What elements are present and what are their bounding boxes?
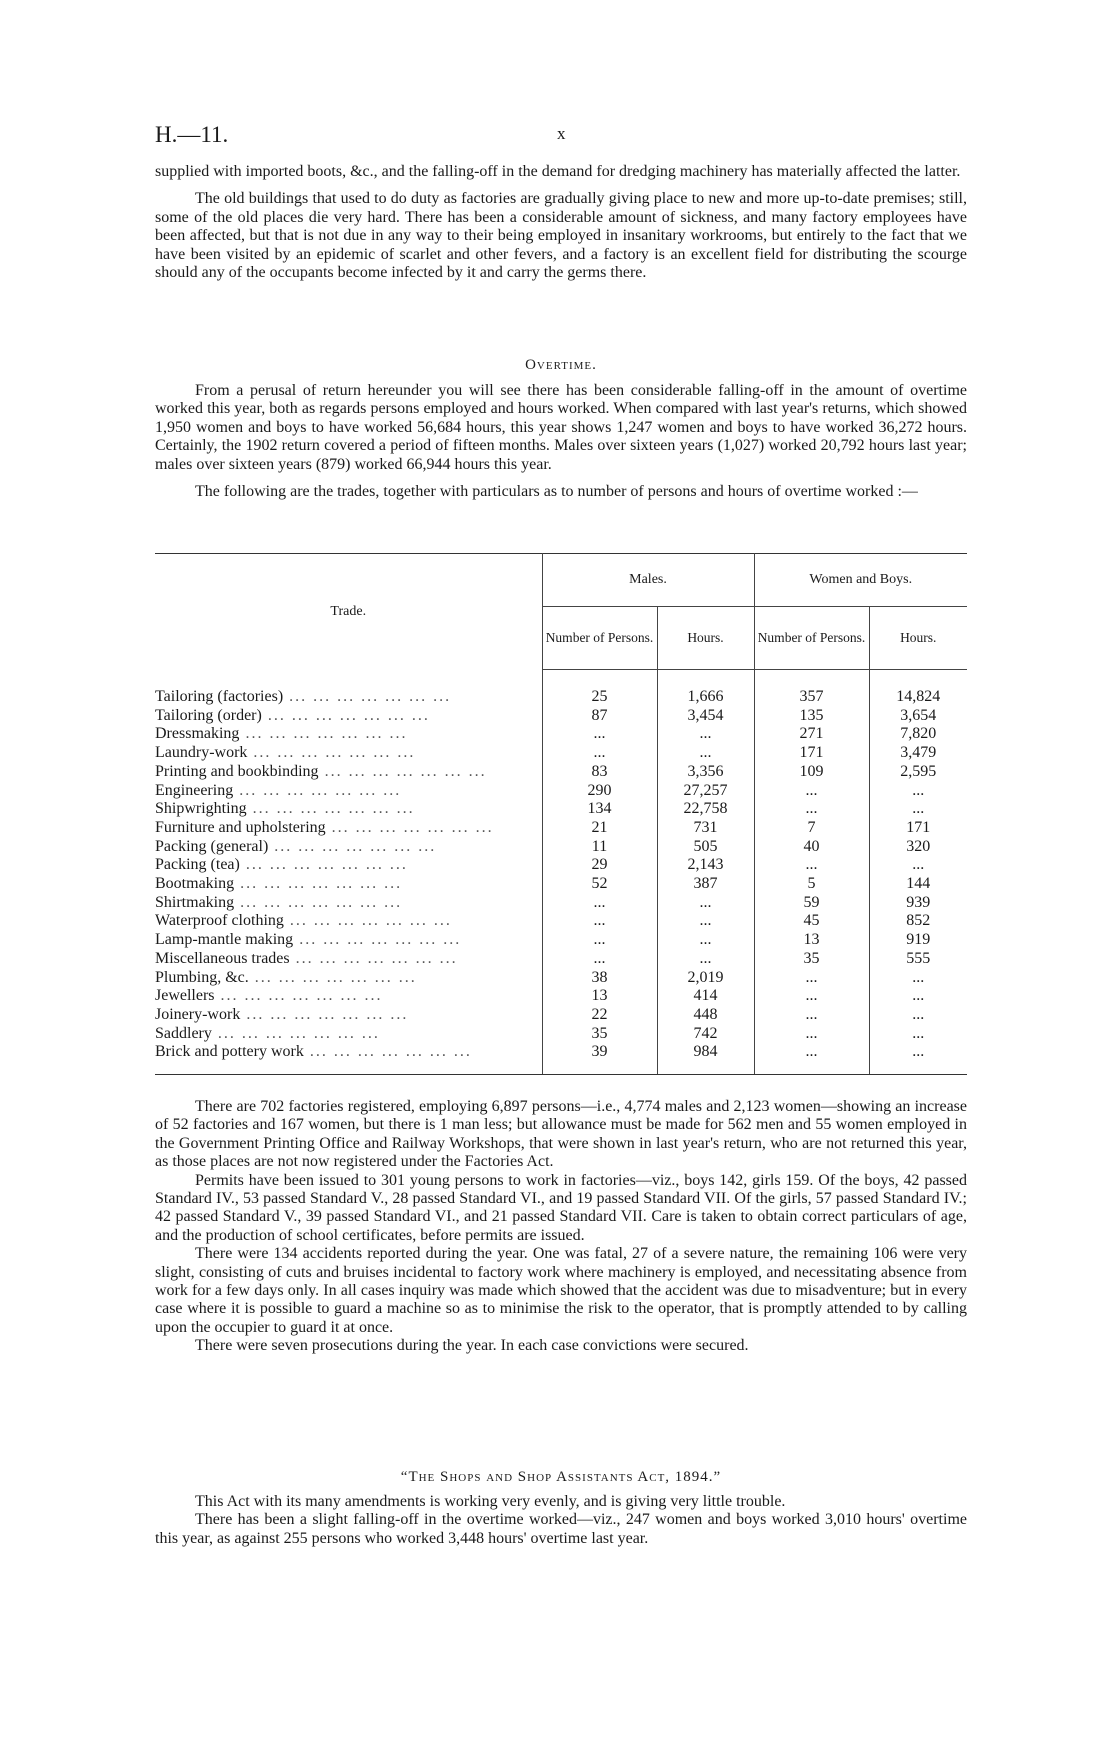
trade-cell: [155, 707, 542, 726]
table-row: [155, 800, 967, 819]
trade-cell: [155, 800, 542, 819]
women-boys-group-header: Women and Boys.: [754, 554, 967, 607]
intro-paragraph: supplied with imported boots, &c., and the falling-off in the demand for dredging machinery has materially affected the latter.: [155, 163, 961, 180]
women-persons-cell: ...: [754, 856, 869, 875]
women-persons-cell: ...: [754, 1043, 869, 1062]
overtime-table: [155, 553, 967, 1075]
dot-leader: ... ... ... ... ... ... ...: [268, 837, 437, 855]
table-row: [155, 894, 967, 913]
shops-act-paragraph: This Act with its many amendments is working very evenly, and is giving very little trouble.: [195, 1493, 786, 1510]
women-persons-cell: 45: [754, 912, 869, 931]
males-hours-cell: 2,143: [657, 856, 754, 875]
shops-act-heading: “The Shops and Shop Assistants Act, 1894.”: [400, 1469, 722, 1485]
trade-column-header: Trade.: [155, 554, 542, 670]
dot-leader: ... ... ... ... ... ... ...: [214, 987, 383, 1005]
women-persons-cell: ...: [754, 987, 869, 1006]
trade-cell: [155, 950, 542, 969]
women-hours-cell: 2,595: [900, 762, 937, 780]
trade-cell: [155, 912, 542, 931]
women-hours-cell: 852: [906, 912, 931, 930]
trade-cell: [155, 744, 542, 763]
males-persons-cell: 25: [542, 688, 657, 707]
males-persons-cell: ...: [542, 931, 657, 950]
trade-name: Furniture and upholstering: [155, 818, 326, 836]
table-row: [155, 912, 967, 931]
intro-paragraph: The old buildings that used to do duty as factories are gradually giving place to new and more up-to-date premises; still, some of the old places die very hard. There has been a considerable amount of sickness, and many factory employees have been affected, but that is not due in any way to their being employed in insanitary workrooms, but entirely to the fact that we have been visited by an epidemic of scarlet and other fevers, and a factory is an excellent field for distributing the scourge should any of the occupants become infected by it and carry the germs there.: [155, 190, 967, 282]
males-persons-cell: ...: [542, 950, 657, 969]
trade-cell: [155, 969, 542, 988]
males-hours-cell: 414: [657, 987, 754, 1006]
trade-name: Shirtmaking: [155, 893, 235, 911]
table-row: [155, 856, 967, 875]
women-hours-cell: 14,824: [896, 688, 941, 705]
table-row: [155, 875, 967, 894]
males-hours-header: Hours.: [657, 607, 754, 670]
trade-name: Waterproof clothing: [155, 912, 284, 930]
males-hours-cell: 984: [657, 1043, 754, 1062]
table-row: [155, 688, 967, 707]
dot-leader: ... ... ... ... ... ... ...: [283, 688, 452, 705]
trade-cell: [155, 782, 542, 801]
males-persons-header: Number of Persons.: [542, 607, 657, 670]
women-hours-cell: 919: [906, 931, 931, 949]
document-reference: H.—11.: [155, 122, 229, 147]
table-row: [155, 950, 967, 969]
trade-name: Brick and pottery work: [155, 1043, 304, 1061]
women-persons-cell: 109: [754, 763, 869, 782]
males-persons-cell: 22: [542, 1006, 657, 1025]
women-hours-cell: 7,820: [900, 725, 937, 743]
women-persons-cell: 35: [754, 950, 869, 969]
women-persons-cell: ...: [754, 800, 869, 819]
trade-cell: [155, 1043, 542, 1062]
males-hours-cell: ...: [657, 950, 754, 969]
women-hours-cell: 555: [906, 949, 931, 967]
table-row: [155, 763, 967, 782]
males-persons-cell: 83: [542, 763, 657, 782]
women-hours-header: Hours.: [869, 607, 967, 670]
males-hours-cell: 742: [657, 1025, 754, 1044]
women-hours-cell: ...: [912, 1005, 925, 1023]
trade-name: Shipwrighting: [155, 800, 247, 818]
males-persons-cell: 52: [542, 875, 657, 894]
table-row: [155, 1043, 967, 1062]
males-hours-cell: 505: [657, 838, 754, 857]
women-hours-cell: 3,654: [900, 706, 937, 724]
dot-leader: ... ... ... ... ... ... ...: [261, 706, 430, 724]
table-row: [155, 1025, 967, 1044]
women-persons-cell: 5: [754, 875, 869, 894]
factories-summary-section: [155, 1098, 967, 1356]
table-row: [155, 707, 967, 726]
intro-section: [155, 163, 967, 282]
males-persons-cell: ...: [542, 912, 657, 931]
women-persons-cell: ...: [754, 1025, 869, 1044]
women-persons-header: Number of Persons.: [754, 607, 869, 670]
trade-name: Miscellaneous trades: [155, 949, 290, 967]
women-persons-cell: 13: [754, 931, 869, 950]
trade-cell: [155, 725, 542, 744]
women-persons-cell: 7: [754, 819, 869, 838]
males-hours-cell: ...: [657, 744, 754, 763]
overtime-paragraph: From a perusal of return hereunder you will see there has been considerable falling-off in the amount of overtime worked this year, both as regards persons employed and hours worked. When compared with last year's returns, which showed 1,950 women and boys to have worked 56,684 hours, this year shows 1,247 women and boys to have worked 36,272 hours. Certainly, the 1902 return covered a period of fifteen months. Males over sixteen years (1,027) worked 20,792 hours last year; males over sixteen years (879) worked 66,944 hours this year.: [155, 382, 967, 473]
males-hours-cell: ...: [657, 725, 754, 744]
women-hours-cell: ...: [912, 968, 925, 986]
trade-cell: [155, 1006, 542, 1025]
women-hours-cell: 939: [906, 893, 931, 911]
dot-leader: ... ... ... ... ... ... ...: [289, 949, 458, 967]
table-row: [155, 744, 967, 763]
table-row: [155, 782, 967, 801]
males-hours-cell: 3,454: [657, 707, 754, 726]
table-bottom-rule: [155, 1062, 967, 1075]
trade-cell: [155, 838, 542, 857]
women-persons-cell: 59: [754, 894, 869, 913]
dot-leader: ... ... ... ... ... ... ...: [240, 1005, 409, 1023]
trade-name: Tailoring (order): [155, 706, 262, 724]
trade-cell: [155, 931, 542, 950]
dot-leader: ... ... ... ... ... ... ...: [318, 762, 487, 780]
summary-paragraph: Permits have been issued to 301 young persons to work in factories—viz., boys 142, girls 159. Of the boys, 42 passed Standard IV., 53 passed Standard V., 28 passed Standard VI., and 19 passed Standard VII. Of the girls, 57 passed Standard IV.; 42 passed Standard V., 39 passed Standard VI., and 21 passed Standard VII. Care is taken to obtain correct particulars of age, and the production of school certificates, before permits are issued.: [155, 1171, 967, 1244]
trade-name: Tailoring (factories): [155, 688, 284, 705]
trade-cell: [155, 819, 542, 838]
table-row: [155, 725, 967, 744]
table-row: [155, 969, 967, 988]
overtime-section: [155, 382, 967, 501]
women-hours-cell: ...: [912, 1024, 925, 1042]
males-persons-cell: 38: [542, 969, 657, 988]
summary-paragraph: There are 702 factories registered, employing 6,897 persons—i.e., 4,774 males and 2,123 women—showing an increase of 52 factories and 167 women, but there is 1 man less; but allowance must be made for 562 men and 55 women employed in the Government Printing Office and Railway Workshops, that were shown in last year's return, who are not returned this year, as those places are not now registered under the Factories Act.: [155, 1098, 967, 1171]
page-header: [155, 122, 967, 150]
males-hours-cell: 387: [657, 875, 754, 894]
males-persons-cell: ...: [542, 894, 657, 913]
overtime-paragraph: The following are the trades, together with particulars as to number of persons and hours of overtime worked :—: [195, 483, 918, 501]
women-persons-cell: ...: [754, 782, 869, 801]
trade-name: Saddlery: [155, 1024, 212, 1042]
table-row: [155, 931, 967, 950]
table-row: [155, 987, 967, 1006]
dot-leader: ... ... ... ... ... ... ...: [325, 818, 494, 836]
summary-paragraph: There were seven prosecutions during the year. In each case convictions were secured.: [195, 1337, 749, 1355]
males-hours-cell: ...: [657, 912, 754, 931]
women-hours-cell: 144: [906, 875, 931, 893]
trade-cell: [155, 763, 542, 782]
dot-leader: ... ... ... ... ... ... ...: [303, 1043, 472, 1061]
women-hours-cell: ...: [912, 856, 925, 874]
trade-name: Engineering: [155, 781, 234, 799]
males-hours-cell: 2,019: [657, 969, 754, 988]
shops-act-section: [155, 1493, 967, 1548]
trade-name: Lamp-mantle making: [155, 931, 294, 949]
women-persons-cell: 135: [754, 707, 869, 726]
males-hours-cell: ...: [657, 931, 754, 950]
males-persons-cell: 134: [542, 800, 657, 819]
males-group-header: Males.: [542, 554, 754, 607]
males-hours-cell: 3,356: [657, 763, 754, 782]
women-hours-cell: ...: [912, 800, 925, 818]
dot-leader: ... ... ... ... ... ... ...: [239, 725, 408, 743]
trade-name: Dressmaking: [155, 725, 240, 743]
trade-cell: [155, 875, 542, 894]
trade-name: Plumbing, &c.: [155, 968, 249, 986]
dot-leader: ... ... ... ... ... ... ...: [234, 875, 403, 893]
dot-leader: ... ... ... ... ... ... ...: [283, 912, 452, 930]
males-persons-cell: 35: [542, 1025, 657, 1044]
trade-cell: [155, 1025, 542, 1044]
table-row: [155, 1006, 967, 1025]
males-persons-cell: 290: [542, 782, 657, 801]
males-persons-cell: ...: [542, 744, 657, 763]
women-hours-cell: 3,479: [900, 744, 937, 762]
males-persons-cell: ...: [542, 725, 657, 744]
women-hours-cell: 320: [906, 837, 931, 855]
page-number: x: [557, 124, 566, 143]
trade-name: Jewellers: [155, 987, 215, 1005]
dot-leader: ... ... ... ... ... ... ...: [248, 968, 417, 986]
males-hours-cell: 448: [657, 1006, 754, 1025]
shops-act-paragraph: There has been a slight falling-off in the overtime worked—viz., 247 women and boys worked 3,010 hours' overtime this year, as against 255 persons who worked 3,448 hours' overtime last year.: [155, 1511, 967, 1547]
trade-name: Packing (general): [155, 837, 269, 855]
trade-cell: [155, 688, 542, 707]
women-persons-cell: ...: [754, 1006, 869, 1025]
women-persons-cell: 357: [754, 688, 869, 707]
summary-paragraph: There were 134 accidents reported during the year. One was fatal, 27 of a severe nature, the remaining 106 were very slight, consisting of cuts and bruises incidental to factory work where machinery is employed, and necessitating absence from work for a few days only. In all cases inquiry was made which showed that the accident was due to misadventure; but in every case where it is possible to guard a machine so as to minimise the risk to the operator, that is promptly attended to by calling upon the occupier to guard it at once.: [155, 1245, 967, 1336]
table-body: [155, 670, 967, 1075]
males-hours-cell: 1,666: [657, 688, 754, 707]
males-persons-cell: 29: [542, 856, 657, 875]
males-hours-cell: ...: [657, 894, 754, 913]
males-persons-cell: 13: [542, 987, 657, 1006]
table-row: [155, 838, 967, 857]
dot-leader: ... ... ... ... ... ... ...: [234, 893, 403, 911]
dot-leader: ... ... ... ... ... ... ...: [293, 931, 462, 949]
trade-cell: [155, 856, 542, 875]
trade-cell: [155, 987, 542, 1006]
table-row: [155, 819, 967, 838]
women-persons-cell: 171: [754, 744, 869, 763]
women-hours-cell: ...: [912, 987, 925, 1005]
males-hours-cell: 731: [657, 819, 754, 838]
women-hours-cell: 171: [906, 818, 931, 836]
trade-name: Packing (tea): [155, 856, 240, 874]
women-persons-cell: ...: [754, 969, 869, 988]
males-persons-cell: 21: [542, 819, 657, 838]
dot-leader: ... ... ... ... ... ... ...: [247, 744, 416, 762]
males-hours-cell: 22,758: [657, 800, 754, 819]
males-hours-cell: 27,257: [657, 782, 754, 801]
dot-leader: ... ... ... ... ... ... ...: [239, 856, 408, 874]
overtime-heading: Overtime.: [525, 357, 597, 373]
males-persons-cell: 39: [542, 1043, 657, 1062]
women-persons-cell: 40: [754, 838, 869, 857]
trade-name: Joinery-work: [155, 1005, 241, 1023]
dot-leader: ... ... ... ... ... ... ...: [233, 781, 402, 799]
dot-leader: ... ... ... ... ... ... ...: [211, 1024, 380, 1042]
trade-name: Bootmaking: [155, 875, 235, 893]
trade-cell: [155, 894, 542, 913]
trade-name: Printing and bookbinding: [155, 762, 319, 780]
trade-name: Laundry-work: [155, 744, 248, 762]
women-hours-cell: ...: [912, 781, 925, 799]
dot-leader: ... ... ... ... ... ... ...: [246, 800, 415, 818]
women-hours-cell: ...: [912, 1043, 925, 1061]
women-persons-cell: 271: [754, 725, 869, 744]
males-persons-cell: 11: [542, 838, 657, 857]
males-persons-cell: 87: [542, 707, 657, 726]
